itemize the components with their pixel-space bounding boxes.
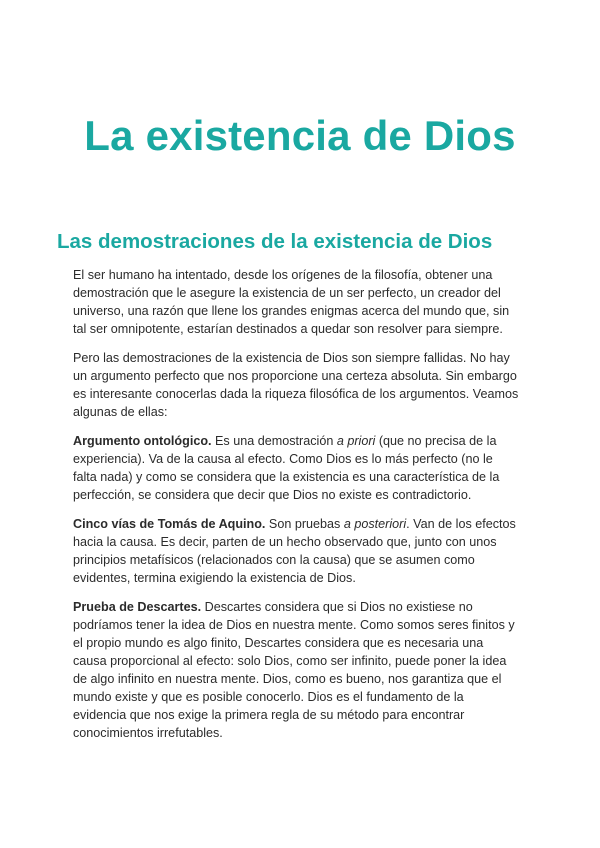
paragraph-text: Son pruebas bbox=[265, 517, 344, 531]
paragraph-text: . Van de los efectos hacia la causa. Es decir, parten de un hecho observado que, junto con unos principios metafísicos (relacionados con la causa) que se asumen como evidentes, termina exigiendo la existencia de Dios. bbox=[73, 517, 516, 585]
italic-term: a priori bbox=[336, 434, 376, 448]
italic-term: a posteriori bbox=[343, 517, 407, 531]
section-heading: Las demostraciones de la existencia de Dios bbox=[57, 230, 493, 253]
paragraph-failed-proofs: Pero las demostraciones de la existencia de Dios son siempre fallidas. No hay un argumento perfecto que nos proporcione una certeza absoluta. Sin embargo es interesante conocerlas dada la riqueza filosófica de los argumentos. Veamos algunas de ellas: bbox=[73, 351, 519, 419]
paragraph-lead: Prueba de Descartes. bbox=[73, 600, 202, 614]
paragraph-text: (que no precisa de la experiencia). Va de la causa al efecto. Como Dios es lo más perfecto (no le falta nada) y como se considera que la existencia es una característica de la perfección, se considera que decir que Dios no existe es contradictorio. bbox=[73, 434, 500, 502]
body-text bbox=[73, 266, 520, 753]
paragraph-text: Es una demostración bbox=[211, 434, 337, 448]
paragraph-lead: Argumento ontológico. bbox=[73, 434, 212, 448]
paragraph-ontological bbox=[73, 432, 520, 504]
paragraph-descartes bbox=[73, 598, 520, 742]
paragraph-text: Descartes considera que si Dios no existiese no podríamos tener la idea de Dios en nuestra mente. Como somos seres finitos y el propio mundo es algo finito, Descartes considera que es necesaria una causa proporcional al efecto: solo Dios, como ser infinito, puede poner la idea de algo infinito en nuestra mente. Dios, como es bueno, nos garantiza que el mundo existe y que es posible conocerlo. Dios es el fundamento de la evidencia que nos exige la primera regla de su método para encontrar conocimientos irrefutables. bbox=[73, 600, 515, 740]
paragraph-five-ways bbox=[73, 515, 520, 587]
paragraph-intro: El ser humano ha intentado, desde los orígenes de la filosofía, obtener una demostración que le asegure la existencia de un ser perfecto, un creador del universo, una razón que llene los grandes enigmas acerca del mundo que, sin tal ser omnipotente, estarían destinados a quedar son resolver para siempre. bbox=[73, 268, 510, 336]
paragraph-lead: Cinco vías de Tomás de Aquino. bbox=[73, 517, 266, 531]
page-title: La existencia de Dios bbox=[84, 112, 516, 159]
